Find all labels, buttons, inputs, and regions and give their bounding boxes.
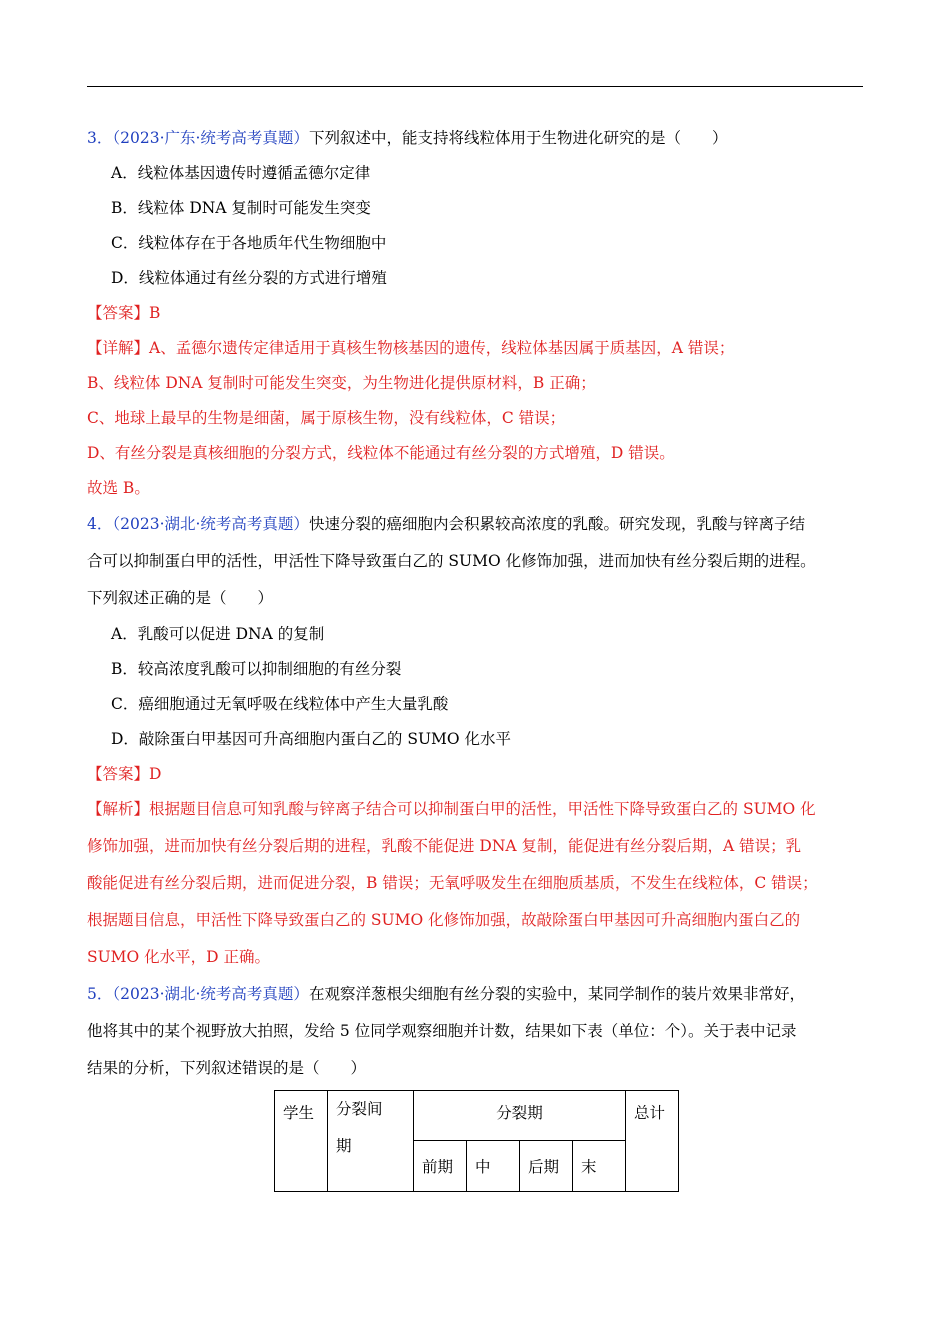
- q3-answer-label: 【答案】: [87, 304, 150, 322]
- q4-option-c: C．癌细胞通过无氧呼吸在线粒体中产生大量乳酸: [111, 695, 449, 713]
- q4-analysis-label: 【解析】: [87, 800, 150, 818]
- q4-answer: [87, 763, 161, 785]
- q4-option-d: D．敲除蛋白甲基因可升高细胞内蛋白乙的 SUMO 化水平: [111, 730, 512, 748]
- header-total: 总计: [626, 1091, 679, 1192]
- interphase-text-1: 分裂间: [336, 1100, 383, 1118]
- q3-option-d: D．线粒体通过有丝分裂的方式进行增殖: [111, 269, 387, 287]
- q3-detail-line: D、有丝分裂是真核细胞的分裂方式，线粒体不能通过有丝分裂的方式增殖，D 错误。: [87, 444, 675, 462]
- q4-stem-line: 合可以抑制蛋白甲的活性，甲活性下降导致蛋白乙的 SUMO 化修饰加强，进而加快有丝分裂后期的进程。: [87, 552, 816, 570]
- interphase-text-2: 期: [336, 1137, 352, 1155]
- q4-stem-line: 下列叙述正确的是（ ）: [87, 589, 274, 607]
- header-prophase: 前期: [414, 1141, 467, 1192]
- q3-number: 3．: [87, 129, 113, 147]
- q5-source: （2023·湖北·统考高考真题）: [112, 985, 309, 1003]
- q4-analysis-line: [87, 798, 816, 820]
- q4-number: 4．: [87, 515, 113, 533]
- q4-analysis-line: 根据题目信息，甲活性下降导致蛋白乙的 SUMO 化修饰加强，故敲除蛋白甲基因可升高细胞内蛋白乙的: [87, 911, 801, 929]
- q4-answer-label: 【答案】: [87, 765, 150, 783]
- q5-number: 5．: [87, 985, 113, 1003]
- q3-stem-text: 下列叙述中，能支持将线粒体用于生物进化研究的是（ ）: [308, 129, 728, 147]
- header-student: 学生: [275, 1091, 328, 1192]
- q4-option-b: B．较高浓度乳酸可以抑制细胞的有丝分裂: [111, 660, 402, 678]
- q3-source: （2023·广东·统考高考真题）: [112, 129, 309, 147]
- q3-detail-text: A、孟德尔遗传定律适用于真核生物核基因的遗传，线粒体基因属于质基因，A 错误；: [149, 339, 735, 357]
- q3-detail-line: C、地球上最早的生物是细菌，属于原核生物，没有线粒体，C 错误；: [87, 409, 566, 427]
- q5-stem: [87, 983, 805, 1005]
- q3-option-b: B．线粒体 DNA 复制时可能发生突变: [111, 199, 371, 217]
- q4-option-a: A．乳酸可以促进 DNA 的复制: [111, 625, 325, 643]
- q4-stem-text: 快速分裂的癌细胞内会积累较高浓度的乳酸。研究发现，乳酸与锌离子结: [308, 515, 805, 533]
- q3-answer: [87, 302, 160, 324]
- header-rule: [87, 86, 863, 87]
- q3-option-c: C．线粒体存在于各地质年代生物细胞中: [111, 234, 387, 252]
- q4-source: （2023·湖北·统考高考真题）: [112, 515, 309, 533]
- cell-count-table: [274, 1090, 679, 1192]
- header-interphase: [328, 1091, 414, 1192]
- q3-detail-label: 【详解】: [87, 339, 150, 357]
- q5-stem-line: 他将其中的某个视野放大拍照，发给 5 位同学观察细胞并计数，结果如下表（单位：个）。关于表中记录: [87, 1022, 797, 1040]
- q3-answer-value: B: [149, 304, 161, 322]
- header-metaphase: 中: [467, 1141, 520, 1192]
- q3-stem: [87, 127, 727, 149]
- q3-option-a: A．线粒体基因遗传时遵循孟德尔定律: [111, 164, 371, 182]
- q4-answer-value: D: [149, 765, 162, 783]
- q3-conclusion: 故选 B。: [87, 479, 150, 497]
- q4-analysis-line: SUMO 化水平，D 正确。: [87, 948, 271, 966]
- header-telophase: 末: [573, 1141, 626, 1192]
- q4-stem: [87, 513, 805, 535]
- q5-stem-line: 结果的分析，下列叙述错误的是（ ）: [87, 1059, 367, 1077]
- q5-stem-text: 在观察洋葱根尖细胞有丝分裂的实验中，某同学制作的装片效果非常好，: [308, 985, 805, 1003]
- header-anaphase: 后期: [520, 1141, 573, 1192]
- q3-detail-line: B、线粒体 DNA 复制时可能发生突变，为生物进化提供原材料，B 正确；: [87, 374, 596, 392]
- q4-analysis-line: 修饰加强，进而加快有丝分裂后期的进程，乳酸不能促进 DNA 复制，能促进有丝分裂后期，A 错误；乳: [87, 837, 802, 855]
- q4-analysis-text: 根据题目信息可知乳酸与锌离子结合可以抑制蛋白甲的活性，甲活性下降导致蛋白乙的 SUMO 化: [149, 800, 816, 818]
- q3-detail-line: [87, 337, 734, 359]
- q4-analysis-line: 酸能促进有丝分裂后期，进而促进分裂，B 错误；无氧呼吸发生在细胞质基质，不发生在线粒体，C 错误；: [87, 874, 818, 892]
- header-division-phase: 分裂期: [414, 1091, 626, 1141]
